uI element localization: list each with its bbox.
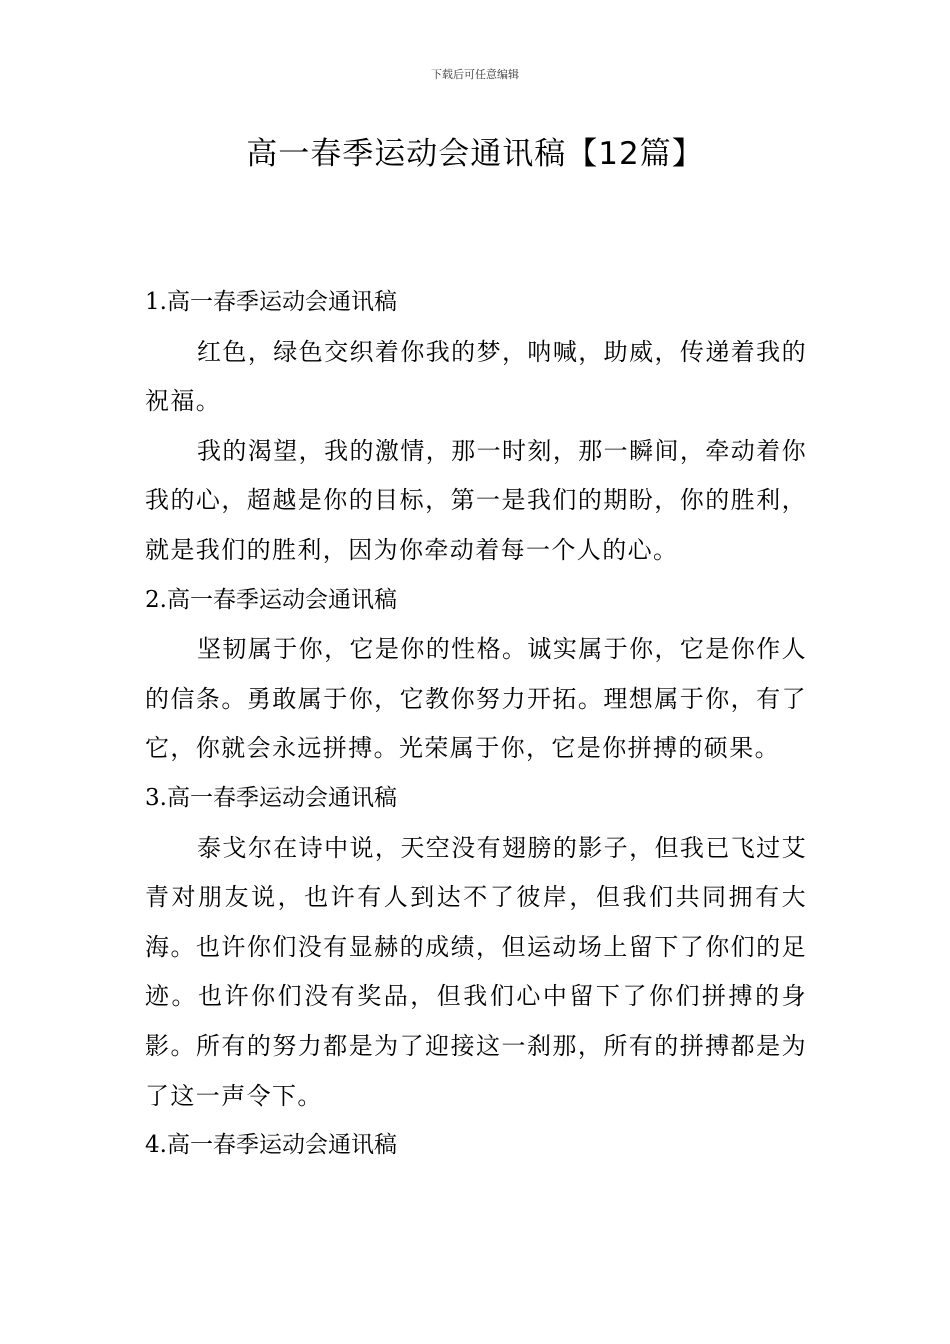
section-heading: 3.高一春季运动会通讯稿 bbox=[145, 784, 397, 811]
section-4 bbox=[145, 1121, 807, 1171]
paragraph: 我的渴望，我的激情，那一时刻，那一瞬间，牵动着你我的心，超越是你的目标，第一是我们的期盼，你的胜利，就是我们的胜利，因为你牵动着每一个人的心。 bbox=[145, 436, 807, 564]
section-heading: 4.高一春季运动会通讯稿 bbox=[145, 1132, 397, 1159]
section-3 bbox=[145, 774, 807, 1121]
section-heading: 2.高一春季运动会通讯稿 bbox=[145, 586, 397, 613]
section-2 bbox=[145, 576, 807, 774]
paragraph: 红色，绿色交织着你我的梦，呐喊，助威，传递着我的祝福。 bbox=[145, 337, 807, 416]
paragraph: 坚韧属于你，它是你的性格。诚实属于你，它是你作人的信条。勇敢属于你，它教你努力开拓。理想属于你，有了它，你就会永远拼搏。光荣属于你，它是你拼搏的硕果。 bbox=[145, 635, 807, 763]
header-note: 下载后可任意编辑 bbox=[431, 68, 519, 81]
paragraph: 泰戈尔在诗中说，天空没有翅膀的影子，但我已飞过艾青对朋友说，也许有人到达不了彼岸，但我们共同拥有大海。也许你们没有显赫的成绩，但运动场上留下了你们的足迹。也许你们没有奖品，但我们心中留下了你们拼搏的身影。所有的努力都是为了迎接这一刹那，所有的拼搏都是为了这一声令下。 bbox=[145, 833, 807, 1110]
section-heading: 1.高一春季运动会通讯稿 bbox=[145, 289, 397, 315]
document-title: 高一春季运动会通讯稿【12篇】 bbox=[246, 136, 704, 172]
section-1 bbox=[145, 278, 807, 576]
document-body bbox=[145, 278, 807, 1171]
